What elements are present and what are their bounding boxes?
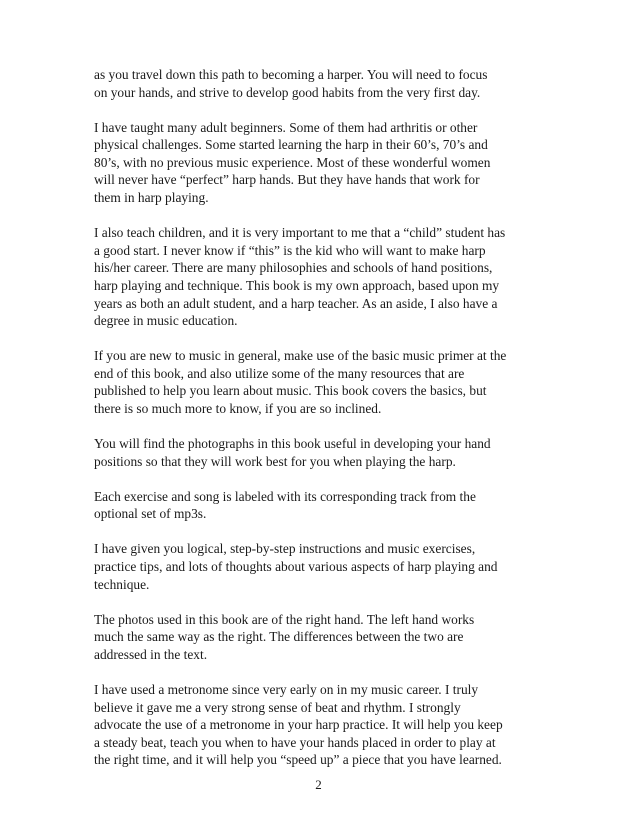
text-line: years as both an adult student, and a harp teacher. As an aside, I also have a (94, 295, 498, 311)
text-line: technique. (94, 576, 150, 592)
body-text (94, 66, 554, 787)
paragraph-8 (94, 611, 554, 664)
text-line: harp playing and technique. This book is my own approach, based upon my (94, 277, 500, 293)
paragraph-5 (94, 435, 554, 470)
text-line: I have taught many adult beginners. Some of them had arthritis or other (94, 119, 478, 135)
text-line: I have given you logical, step-by-step instructions and music exercises, (94, 541, 476, 557)
paragraph-1 (94, 66, 554, 101)
text-line: published to help you learn about music. This book covers the basics, but (94, 383, 487, 399)
paragraph-3 (94, 224, 554, 330)
text-line: degree in music education. (94, 313, 238, 329)
text-line: physical challenges. Some started learning the harp in their 60’s, 70’s and (94, 137, 488, 153)
text-line: there is so much more to know, if you are so inclined. (94, 401, 382, 416)
text-line: 80’s, with no previous music experience. Most of these wonderful women (94, 154, 491, 170)
text-line: You will find the photographs in this book useful in developing your hand (94, 436, 491, 452)
text-line: on your hands, and strive to develop good habits from the very first day. (94, 84, 481, 100)
text-line: end of this book, and also utilize some of the many resources that are (94, 365, 465, 381)
paragraph-6 (94, 488, 554, 523)
text-line: The photos used in this book are of the right hand. The left hand works (94, 611, 475, 627)
text-line: practice tips, and lots of thoughts about various aspects of harp playing and (94, 559, 498, 575)
text-line: much the same way as the right. The differences between the two are (94, 629, 464, 645)
text-line: I also teach children, and it is very important to me that a “child” student has (94, 225, 506, 241)
text-line: believe it gave me a very strong sense of beat and rhythm. I strongly (94, 699, 461, 715)
text-line: will never have “perfect” harp hands. But they have hands that work for (94, 172, 480, 188)
text-line: optional set of mp3s. (94, 506, 207, 522)
text-line: addressed in the text. (94, 646, 208, 662)
page-number: 2 (315, 777, 322, 792)
paragraph-9 (94, 681, 554, 769)
paragraph-2 (94, 119, 554, 207)
text-line: I have used a metronome since very early on in my music career. I truly (94, 682, 479, 698)
text-line: If you are new to music in general, make use of the basic music primer at the (94, 348, 507, 364)
text-line: the right time, and it will help you “speed up” a piece that you have learned. (94, 752, 502, 768)
text-line: Each exercise and song is labeled with its corresponding track from the (94, 488, 476, 504)
paragraph-7 (94, 540, 554, 593)
text-line: his/her career. There are many philosophies and schools of hand positions, (94, 260, 493, 276)
text-line: them in harp playing. (94, 190, 209, 206)
text-line: a steady beat, teach you when to have your hands placed in order to play at (94, 734, 496, 750)
text-line: positions so that they will work best for you when playing the harp. (94, 453, 456, 469)
text-line: advocate the use of a metronome in your harp practice. It will help you keep (94, 717, 503, 733)
text-line: as you travel down this path to becoming a harper. You will need to focus (94, 67, 488, 82)
text-line: a good start. I never know if “this” is the kid who will want to make harp (94, 242, 486, 258)
paragraph-4 (94, 347, 554, 417)
